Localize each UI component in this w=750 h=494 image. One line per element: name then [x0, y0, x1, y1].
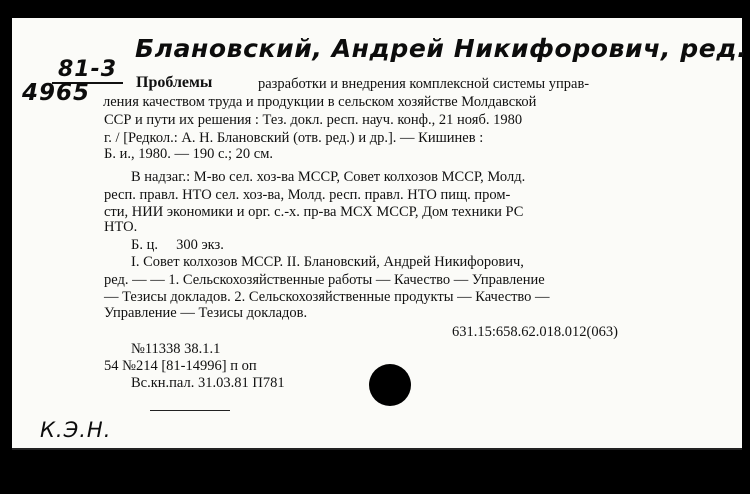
- record-line-3: Вс.кн.пал. 31.03.81 П781: [131, 375, 285, 391]
- price-line: Б. ц. 300 экз.: [131, 237, 224, 253]
- subject-line-1: I. Совет колхозов МССР. II. Блановский, Андрей Никифорович,: [131, 254, 524, 270]
- entry-line-1: разработки и внедрения комплексной системы управ-: [258, 76, 590, 92]
- note-line-2: респ. правл. НТО сел. хоз-ва, Молд. респ. правл. НТО пищ. пром-: [104, 187, 511, 203]
- call-number-bottom: 4965: [22, 80, 91, 106]
- entry-line-2: ления качеством труда и продукции в сельском хозяйстве Молдавской: [103, 94, 537, 110]
- card-punch-hole: [369, 364, 411, 406]
- record-line-1: №11338 38.1.1: [131, 341, 221, 357]
- subject-line-4: Управление — Тезисы докладов.: [104, 305, 308, 321]
- note-line-1: В надзаг.: М-во сел. хоз-ва МССР, Совет колхозов МССР, Молд.: [131, 169, 526, 185]
- call-number-top: 81-3: [52, 57, 123, 84]
- note-line-3: сти, НИИ экономики и орг. с.-х. пр-ва МСХ МССР, Дом техники РС: [104, 204, 524, 220]
- subject-line-2: ред. — — 1. Сельскохозяйственные работы — Качество — Управление: [104, 272, 545, 288]
- entry-line-4: г. / [Редкол.: А. Н. Блановский (отв. ред.) и др.]. — Кишинев :: [104, 130, 484, 146]
- entry-line-3: ССР и пути их решения : Тез. докл. респ. науч. конф., 21 нояб. 1980: [104, 112, 523, 128]
- entry-title-word: Проблемы: [136, 74, 213, 91]
- subject-line-3: — Тезисы докладов. 2. Сельскохозяйственные продукты — Качество —: [104, 289, 550, 305]
- record-line-2: 54 №214 [81-14996] п оп: [104, 358, 257, 374]
- divider-line: [150, 410, 230, 411]
- entry-line-5: Б. и., 1980. — 190 с.; 20 см.: [104, 146, 274, 162]
- author-handwritten-note: Блановский, Андрей Никифорович, ред.: [135, 34, 748, 63]
- footer-handwritten-note: К.Э.Н.: [40, 418, 112, 442]
- classification-code: 631.15:658.62.018.012(063): [452, 324, 618, 340]
- note-line-4: НТО.: [104, 219, 138, 235]
